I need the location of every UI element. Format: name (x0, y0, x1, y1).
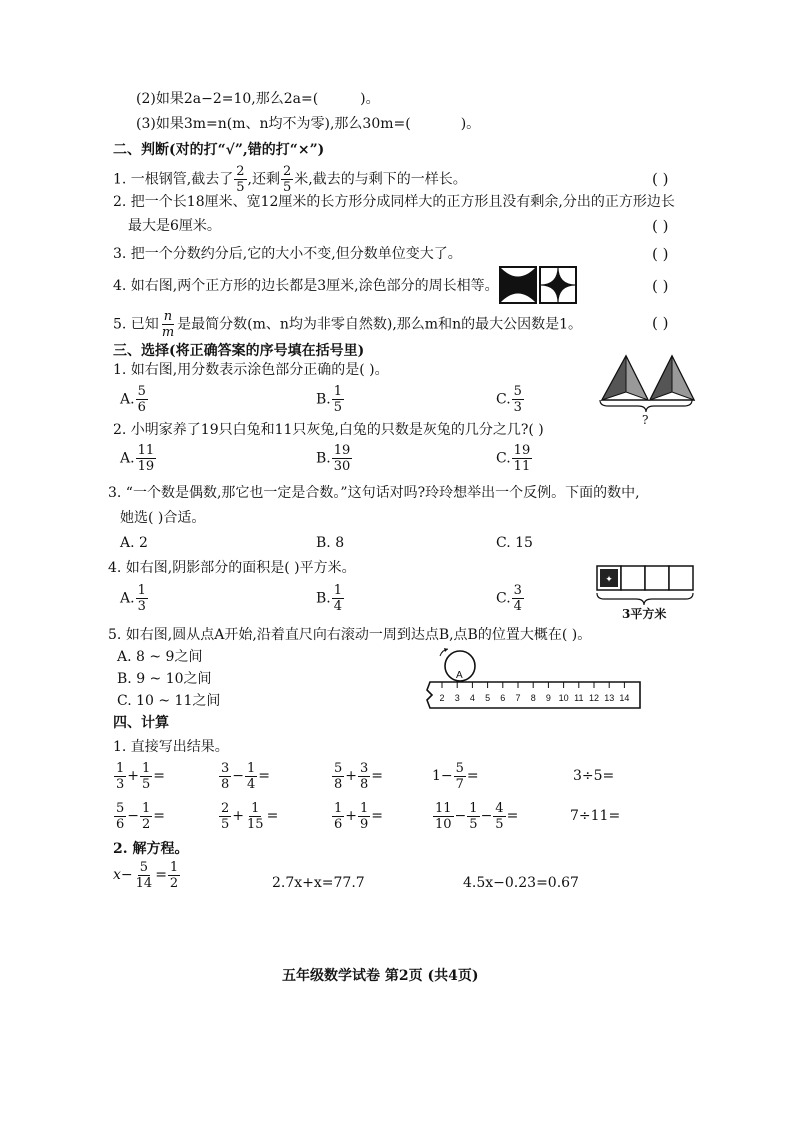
operator: + (345, 808, 358, 824)
fraction (433, 801, 454, 832)
fraction-den: 5 (495, 816, 504, 832)
fraction-num: 1 (360, 800, 369, 816)
fill-q3 (136, 115, 480, 133)
strip-label: 3平方米 (622, 607, 667, 621)
fraction-den: 5 (142, 776, 151, 792)
fraction (219, 801, 231, 832)
equation-3: 4.5x−0.23=0.67 (463, 875, 579, 891)
ruler-tick-label: 12 (588, 693, 600, 703)
fill-q3-end: )。 (460, 116, 481, 132)
fraction-den: 5 (469, 816, 478, 832)
option-a[interactable]: A. 2 (120, 535, 148, 551)
expression-prefix: 1− (432, 768, 453, 784)
choice-q4: 4. 如右图,阴影部分的面积是( )平方米。 (108, 560, 356, 576)
operator: − (454, 808, 467, 824)
calc-r1-e4 (432, 760, 479, 792)
calc-r2-e2 (218, 800, 278, 832)
judge-q5-text-b: 是最简分数(m、n均为非零自然数),那么m和n的最大公因数是1。 (177, 316, 583, 333)
fraction-num: 11 (137, 443, 155, 458)
fraction (512, 384, 524, 415)
answer-paren[interactable]: ( ) (652, 217, 669, 235)
fraction-num: 2 (236, 164, 245, 179)
fraction (332, 801, 344, 832)
option-a[interactable] (120, 384, 149, 415)
judge-q5-text-a: 5. 已知 (113, 316, 159, 333)
fraction-num: 19 (513, 443, 531, 458)
fraction-den: 2 (142, 816, 151, 832)
calc-r2-e4 (432, 800, 518, 832)
fraction (332, 384, 344, 415)
equals-sign: = (153, 808, 166, 824)
fraction-den: 5 (236, 180, 245, 195)
option-label: A. (120, 590, 135, 607)
operator: − (232, 768, 245, 784)
fraction-num: 11 (435, 800, 452, 816)
fraction (134, 860, 155, 891)
option-a[interactable]: A. 8 ~ 9之间 (117, 649, 203, 665)
equation-prefix: x− (113, 867, 133, 883)
judge-q1-text-c: 米,截去的与剩下的一样长。 (294, 171, 467, 188)
ruler-tick-label: 5 (485, 693, 491, 703)
calc-sub1: 1. 直接写出结果。 (113, 739, 229, 755)
fraction-num: 1 (169, 859, 179, 875)
fraction-num: 1 (333, 384, 343, 399)
fill-q3-text: (3)如果3m=n(m、n均不为零),那么30m=( (136, 116, 411, 132)
question-mark: ? (642, 413, 649, 427)
fraction-den: 7 (455, 776, 464, 792)
answer-paren[interactable]: ( ) (652, 277, 669, 295)
option-b[interactable]: B. 9 ~ 10之间 (117, 671, 212, 687)
fraction-num: 3 (513, 583, 522, 598)
fraction-den: 8 (360, 776, 369, 792)
fraction-num: 5 (137, 384, 146, 399)
judge-q1-text-a: 1. 一根钢管,截去了 (113, 171, 234, 188)
option-c[interactable]: C. 10 ~ 11之间 (117, 693, 221, 709)
operator: − (127, 808, 140, 824)
choice-heading: 三、选择(将正确答案的序号填在括号里) (113, 343, 365, 359)
fraction (493, 801, 505, 832)
choice-q3-line2: 她选( )合适。 (120, 510, 206, 526)
judge-heading: 二、判断(对的打“√”,错的打“×”) (113, 142, 325, 158)
calc-r2-e1 (113, 800, 165, 832)
calc-r1-e5: 3÷5= (573, 768, 615, 784)
fraction-num: n (163, 309, 173, 324)
answer-paren[interactable]: ( ) (652, 245, 669, 263)
fraction-den: 4 (247, 776, 256, 792)
fraction (358, 801, 370, 832)
option-label: C. (496, 450, 511, 467)
fraction-num: 1 (247, 760, 256, 776)
calc-r1-e3 (331, 760, 383, 792)
fraction (140, 761, 152, 792)
fraction-num: 2 (221, 800, 230, 816)
choice-q2: 2. 小明家养了19只白兔和11只灰兔,白兔的只数是灰兔的几分之几?( ) (113, 422, 544, 438)
operator: + (127, 768, 140, 784)
judge-q2-line1: 2. 把一个长18厘米、宽12厘米的长方形分成同样大的正方形且没有剩余,分出的正方形边长 (113, 194, 675, 210)
fraction-den: 6 (137, 400, 146, 415)
fraction (136, 583, 148, 614)
choice-q5: 5. 如右图,圆从点A开始,沿着直尺向右滚动一周到达点B,点B的位置大概在( )。 (108, 627, 592, 643)
fraction (234, 164, 246, 195)
strip-figure (596, 565, 694, 607)
fraction (467, 801, 479, 832)
option-a[interactable] (120, 583, 149, 614)
judge-q1-text-b: ,还剩 (247, 171, 280, 188)
fraction-num: 4 (495, 800, 504, 816)
choice-q1: 1. 如右图,用分数表示涂色部分正确的是( )。 (113, 362, 389, 378)
option-c[interactable] (496, 583, 525, 614)
ruler-tick-label: 13 (604, 693, 615, 703)
fraction-num: 5 (139, 859, 149, 875)
ruler-tick-label: 10 (558, 693, 569, 703)
operator: + (232, 808, 245, 824)
equals-sign: = (371, 808, 384, 824)
fraction-den: 4 (333, 599, 343, 614)
fraction-num: 1 (137, 583, 146, 598)
option-c[interactable]: C. 15 (496, 535, 533, 551)
fraction-num: 3 (221, 760, 230, 776)
equals-sign: = (506, 808, 519, 824)
option-b[interactable] (316, 583, 345, 614)
operator: − (480, 808, 493, 824)
ruler-tick-label: 6 (500, 693, 506, 703)
ruler-tick-label: 4 (469, 693, 475, 703)
fraction (454, 761, 466, 792)
fraction (512, 443, 533, 474)
fraction-den: 6 (116, 816, 125, 832)
ruler-tick-label: 3 (454, 693, 460, 703)
option-b[interactable] (316, 384, 345, 415)
svg-text:✦: ✦ (605, 575, 613, 585)
ruler-tick-label: 8 (530, 693, 536, 703)
option-label: A. (120, 391, 135, 408)
fraction-den: 5 (333, 400, 343, 415)
equals-sign: = (371, 768, 384, 784)
fraction-den: 5 (283, 180, 292, 195)
equals-sign: = (155, 867, 167, 883)
fraction-den: 6 (334, 816, 343, 832)
equals-sign: = (153, 768, 166, 784)
fraction-num: 5 (334, 760, 343, 776)
fraction (332, 761, 344, 792)
fraction-den: 15 (247, 816, 264, 832)
ruler-tick-label: 7 (515, 693, 521, 703)
calc-r1-e1 (113, 760, 165, 792)
fraction (114, 761, 126, 792)
option-a[interactable] (120, 443, 157, 474)
fraction (114, 801, 126, 832)
calc-r1-e2 (218, 760, 270, 792)
fraction-num: 5 (513, 384, 522, 399)
fraction (160, 309, 176, 340)
judge-q2-line2: 最大是6厘米。 (128, 218, 221, 234)
fraction-num: 5 (116, 800, 125, 816)
point-label-a: A (456, 670, 463, 681)
fraction (140, 801, 152, 832)
judge-q4: 4. 如右图,两个正方形的边长都是3厘米,涂色部分的周长相等。 (113, 278, 499, 294)
ruler-tick-label: 2 (439, 693, 445, 703)
ruler-figure (426, 648, 646, 710)
option-label: A. (120, 450, 135, 467)
fill-q2-text: (2)如果2a−2=10,那么2a=( (136, 91, 319, 107)
fill-q2-end: )。 (360, 91, 380, 107)
equation-2: 2.7x+x=77.7 (272, 875, 365, 891)
equals-sign: = (258, 768, 271, 784)
fraction-den: 14 (135, 875, 153, 891)
fraction (281, 164, 293, 195)
judge-q5 (113, 309, 582, 340)
option-c[interactable] (496, 443, 533, 474)
fill-q2 (136, 90, 380, 108)
answer-paren[interactable]: ( ) (652, 314, 669, 332)
fraction-den: 8 (334, 776, 343, 792)
equals-sign: = (466, 768, 479, 784)
fraction-num: 3 (360, 760, 369, 776)
judge-q3: 3. 把一个分数约分后,它的大小不变,但分数单位变大了。 (113, 246, 462, 262)
fraction (245, 801, 266, 832)
ruler-tick-label: 11 (574, 693, 584, 703)
option-b[interactable]: B. 8 (316, 535, 345, 551)
option-label: C. (496, 391, 511, 408)
fraction-num: 1 (116, 760, 125, 776)
fraction-num: 1 (333, 583, 343, 598)
fraction-den: 4 (513, 599, 522, 614)
option-label: B. (316, 450, 331, 467)
calc-heading: 四、计算 (113, 715, 169, 731)
fraction (358, 761, 370, 792)
fraction-num: 2 (283, 164, 292, 179)
fraction-num: 5 (455, 760, 464, 776)
fraction (219, 761, 231, 792)
option-b[interactable] (316, 443, 353, 474)
fraction-num: 1 (469, 800, 478, 816)
option-c[interactable] (496, 384, 525, 415)
fraction (332, 443, 353, 474)
option-label: B. (316, 590, 331, 607)
fraction-den: 2 (169, 875, 179, 891)
fraction-num: 19 (333, 443, 351, 458)
fraction-den: 30 (333, 459, 351, 474)
fraction-den: 19 (137, 459, 155, 474)
fraction-num: 1 (142, 760, 151, 776)
equals-sign: = (266, 808, 279, 824)
operator: + (345, 768, 358, 784)
fraction-den: 11 (513, 459, 531, 474)
ruler-tick-label: 9 (545, 693, 551, 703)
equation-1 (113, 858, 181, 892)
fraction (332, 583, 344, 614)
calc-sub2: 2. 解方程。 (113, 841, 189, 857)
fraction (136, 384, 148, 415)
fraction-num: 1 (334, 800, 343, 816)
calc-r2-e5: 7÷11= (570, 808, 621, 824)
fraction (168, 860, 180, 891)
fraction-den: 9 (360, 816, 369, 832)
fraction-den: 8 (221, 776, 230, 792)
fraction (512, 583, 524, 614)
fraction-den: 3 (513, 400, 522, 415)
fraction-den: 10 (435, 816, 452, 832)
fraction-den: 5 (221, 816, 230, 832)
fraction-num: 1 (142, 800, 151, 816)
fraction-num: 1 (251, 800, 260, 816)
fraction (245, 761, 257, 792)
judge-q1 (113, 164, 467, 195)
fraction-den: 3 (137, 599, 146, 614)
squares-figure (500, 266, 580, 306)
option-label: C. (496, 590, 511, 607)
choice-q3-line1: 3. “一个数是偶数,那它也一定是合数。”这句话对吗?玲玲想举出一个反例。下面的数中, (108, 485, 640, 501)
ruler-tick-label: 14 (619, 693, 630, 703)
option-label: B. (316, 391, 331, 408)
page-footer: 五年级数学试卷 第2页 (共4页) (282, 968, 479, 984)
calc-r2-e3 (331, 800, 383, 832)
fraction-den: 3 (116, 776, 125, 792)
fraction-den: m (161, 325, 175, 340)
answer-paren[interactable]: ( ) (652, 170, 669, 188)
fraction (136, 443, 157, 474)
